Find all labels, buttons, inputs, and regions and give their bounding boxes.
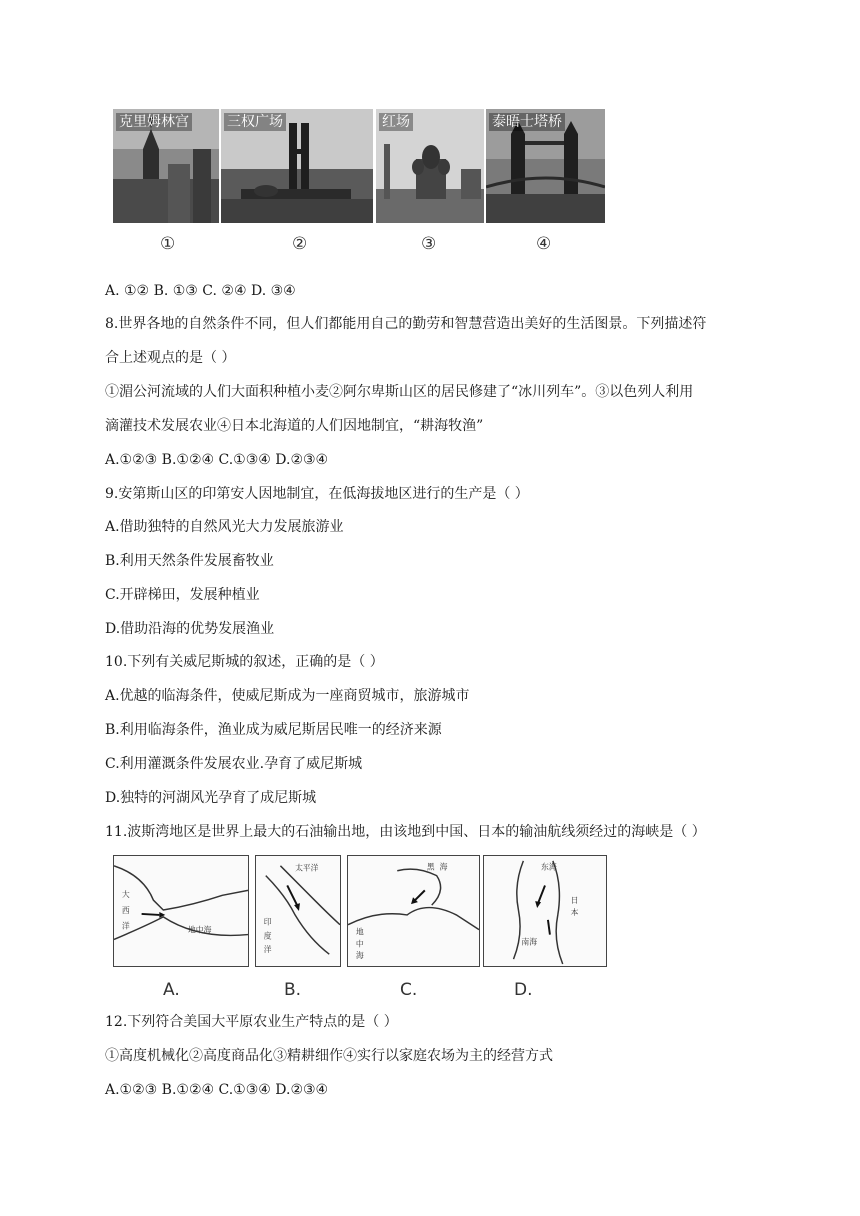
landmark-photo-strip (113, 109, 605, 223)
map-d-label-5: 南海 (521, 937, 538, 947)
map-d-label-4: 本 (570, 907, 579, 917)
map-a-drawing (114, 856, 248, 966)
map-d (483, 855, 607, 967)
map-letter-a: A. (163, 980, 180, 1000)
map-b-label-1: 太平洋 (295, 863, 319, 873)
q9-option-c: C.开辟梯田，发展种植业 (105, 587, 260, 603)
map-c-label-5: 海 (355, 951, 364, 961)
map-b (255, 855, 341, 967)
red-square-photo (376, 109, 484, 223)
q7-options: A. ①② B. ①③ C. ②④ D. ③④ (105, 283, 296, 299)
map-d-label-3: 日 (570, 896, 579, 906)
q9-option-d: D.借助沿海的优势发展渔业 (105, 621, 275, 637)
map-b-label-2: 印 (263, 917, 272, 927)
q10-option-a: A.优越的临海条件，使威尼斯成为一座商贸城市，旅游城市 (105, 688, 470, 704)
map-d-label-1: 东 (541, 862, 549, 872)
q8-items-line1: ①湄公河流域的人们大面积种植小麦②阿尔卑斯山区的居民修建了“冰川列车”。③以色列人利用 (105, 384, 694, 400)
tower-bridge-photo (486, 109, 605, 223)
photo-label-kremlin: 克里姆林宫 (116, 113, 192, 131)
strait-map-strip (113, 855, 607, 973)
map-c-drawing (348, 856, 479, 966)
photo-number-2: ② (292, 234, 308, 254)
photo-label-red-square: 红场 (379, 113, 413, 131)
q8-options: A.①②③ B.①②④ C.①③④ D.②③④ (105, 452, 329, 468)
map-b-label-3: 度 (263, 931, 272, 941)
map-c (347, 855, 480, 967)
map-c-label-2: 海 (439, 862, 448, 872)
map-letter-b: B. (284, 980, 302, 1000)
map-a-label-4: 地中海 (187, 925, 212, 935)
photo-number-4: ④ (536, 234, 552, 254)
photo-number-3: ③ (421, 234, 437, 254)
q8-items-line2: 滴灌技术发展农业④日本北海道的人们因地制宜，“耕海牧渔” (105, 418, 484, 434)
photo-label-three-powers-plaza: 三权广场 (224, 113, 286, 131)
photo-number-1: ① (160, 234, 176, 254)
photo-label-tower-bridge: 泰晤士塔桥 (489, 113, 565, 131)
q10-option-d: D.独特的河湖风光孕育了成尼斯城 (105, 790, 317, 806)
q8-stem-line1: 8.世界各地的自然条件不同，但人们都能用自己的勤劳和智慧营造出美好的生活图景。下列描述符 (105, 316, 707, 332)
q10-option-c: C.利用灌溉条件发展农业.孕育了威尼斯城 (105, 756, 363, 772)
q12-items: ①高度机械化②高度商品化③精耕细作④实行以家庭农场为主的经营方式 (105, 1048, 553, 1064)
q9-option-b: B.利用天然条件发展畜牧业 (105, 553, 274, 569)
map-b-drawing (256, 856, 340, 966)
map-c-label-3: 地 (355, 927, 364, 937)
q10-option-b: B.利用临海条件，渔业成为威尼斯居民唯一的经济来源 (105, 722, 442, 738)
map-c-label-4: 中 (355, 939, 364, 949)
map-letter-c: C. (400, 980, 418, 1000)
three-powers-plaza-photo (221, 109, 373, 223)
map-d-label-2: 海 (548, 862, 557, 872)
map-a (113, 855, 249, 967)
map-a-label-3: 洋 (121, 921, 130, 931)
map-letter-d: D. (514, 980, 533, 1000)
q8-stem-line2: 合上述观点的是（ ） (105, 350, 236, 366)
map-a-label-1: 大 (121, 890, 130, 900)
q9-option-a: A.借助独特的自然风光大力发展旅游业 (105, 519, 344, 535)
q12-stem: 12.下列符合美国大平原农业生产特点的是（ ） (105, 1014, 398, 1030)
map-d-drawing (484, 856, 606, 966)
map-a-label-2: 西 (121, 905, 130, 915)
map-c-label-1: 黑 (426, 862, 435, 872)
kremlin-photo (113, 109, 219, 223)
q10-stem: 10.下列有关威尼斯城的叙述，正确的是（ ） (105, 654, 384, 670)
q9-stem: 9.安第斯山区的印第安人因地制宜，在低海拔地区进行的生产是（ ） (105, 486, 529, 502)
q11-stem: 11.波斯湾地区是世界上最大的石油输出地，由该地到中国、日本的输油航线须经过的海峡是（ ） (105, 824, 706, 840)
map-b-label-4: 洋 (263, 945, 272, 955)
q12-options: A.①②③ B.①②④ C.①③④ D.②③④ (105, 1082, 329, 1098)
